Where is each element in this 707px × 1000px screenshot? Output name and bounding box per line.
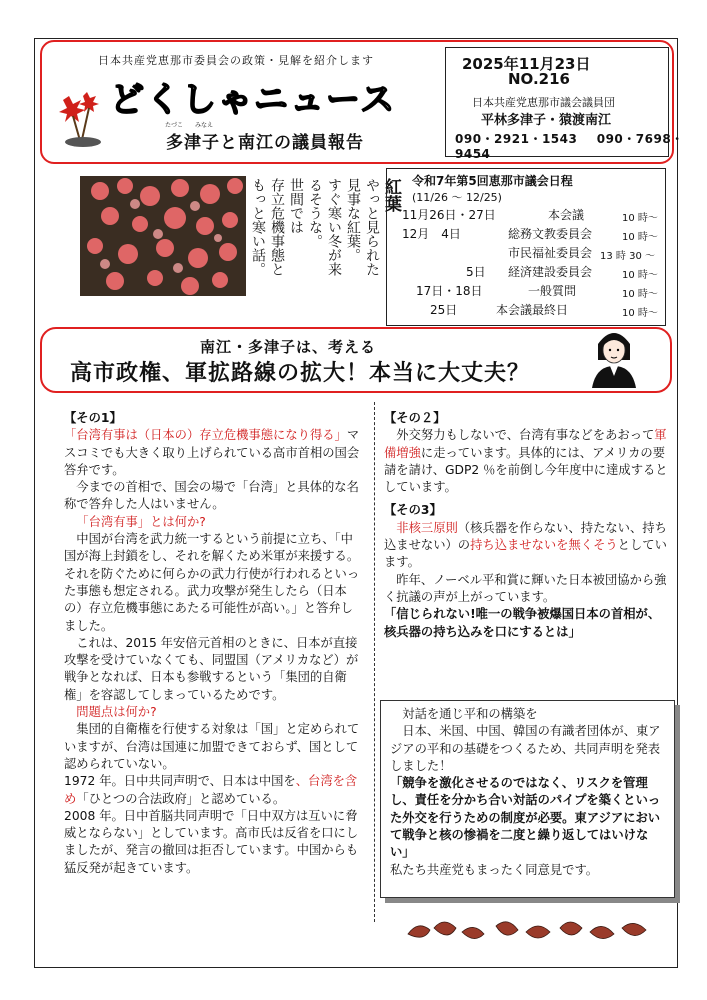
column-line: るそうな。 [307, 178, 323, 248]
schedule-event: 一般質問 [528, 284, 577, 298]
schedule-range: (11/26 ～ 12/25) [412, 191, 502, 204]
column-title: 紅葉 [381, 178, 401, 212]
member-names: 平林多津子・猿渡南江 [481, 113, 612, 128]
newsletter-logo: どくしゃニュース [110, 80, 397, 120]
highlight-text: 持ち込ませないを無くそう [470, 538, 618, 553]
quote-text: 「競争を激化させるのではなく、リスクを管理し、責任を分かち合い対話のパイプを築くといった外交を行うための制度が必要。東アジアにおいて戦争と核の惨禍を二度と繰り返してはいけない」 [390, 776, 661, 860]
maple-leaf-icon [55, 88, 107, 152]
schedule-event: 本会議最終日 [496, 303, 569, 317]
name-ruby: たづこ みなえ [165, 122, 214, 129]
schedule-time: 10 時～ [622, 289, 658, 300]
right-column [384, 410, 670, 641]
body-text: マスコミでも大きく取り上げられている高市首相の国会答弁です。 [64, 428, 360, 477]
column-line: 存立危機事態と [269, 178, 285, 276]
phone-1: 090・2921・1543 [455, 132, 578, 146]
question-heading: 問題点は何か? [76, 705, 157, 720]
body-text: 2008 年。日中首脳共同声明で「日中双方は互いに脅威とならない」としています。高市氏は反省を口にしましたが、発言の撤回は拒否しています。中国からも猛反発が起きています。 [64, 808, 359, 875]
schedule-date: 11月26日・27日 [402, 208, 496, 222]
headline-sub: 南江・多津子は、考える [200, 338, 377, 356]
body-text: 外交努力もしないで、台湾有事などをあおって [396, 428, 655, 443]
schedule-event: 市民福祉委員会 [508, 246, 593, 260]
body-text: （核兵器を作らない、持たない、持ち込ませない）の [384, 520, 667, 553]
body-text: 今までの首相で、国会の場で「台湾」と具体的な名称で答弁した人はいません。 [64, 480, 359, 512]
body-text: に走っています。具体的には、アメリカの要請を請け、GDP2 ％を前倒し今年度中に達成するとしています。 [384, 445, 668, 495]
body-text: 中国が台湾を武力統一するという前提に立ち、「中国が海上封鎖をし、それを解くため米軍が来援する。それを防ぐために何らかの武力行使が行われるといった事態も想定される。武力攻撃が発生したら（日本の）存立危機事態にあたる可能性が高い。」と答弁しました。 [64, 532, 360, 633]
highlight-text: 軍備増強 [384, 428, 667, 460]
box-title: 対話を通じ平和の構築を [402, 707, 538, 721]
column-line: 見事な紅葉。 [345, 178, 361, 262]
quote-text: 「信じられない!唯一の戦争被爆国日本の首相が、核兵器の持ち込みを口にするとは」 [384, 607, 661, 639]
left-column [64, 410, 364, 877]
highlight-text: 、台湾を含め [64, 774, 358, 806]
schedule-date: 17日・18日 [416, 284, 483, 298]
schedule-date: 12月 4日 [402, 227, 461, 241]
phone-2: 090・7698・9454 [455, 132, 684, 161]
autumn-leaves-photo [80, 176, 246, 296]
peace-box-content [390, 706, 666, 879]
schedule-event: 総務文教委員会 [508, 227, 593, 241]
body-text: 日本、米国、中国、韓国の有識者団体が、東アジアの平和の基礎をつくるため、共同声明を発表しました！ [390, 724, 661, 773]
schedule-time: 10 時～ [622, 232, 658, 243]
section-heading: 【その２】 [384, 411, 446, 425]
schedule-time: 10 時～ [622, 308, 658, 319]
highlight-text: 「台湾有事は（日本の）存立危機事態になり得る」 [64, 428, 347, 443]
masthead-intro: 日本共産党恵那市委員会の政策・見解を紹介します [98, 54, 374, 67]
schedule-date: 25日 [430, 303, 458, 317]
schedule-time: 13 時 30 ～ [600, 251, 655, 262]
section-heading: 【その3】 [384, 503, 442, 518]
section-heading: 【その1】 [64, 411, 122, 425]
body-text: 昨年、ノーベル平和賞に輝いた日本被団協から強く抗議の声が上がっています。 [384, 572, 667, 604]
fallen-leaves-icon [404, 912, 664, 952]
schedule-time: 10 時～ [622, 270, 658, 281]
phone-numbers [455, 130, 707, 161]
column-line: やっと見られた [364, 178, 380, 276]
column-line: もっと寒い話。 [250, 178, 266, 276]
headline-title: 高市政権、軍拡路線の拡大！本当に大丈夫？ [70, 361, 531, 386]
highlight-text: 非核三原則 [396, 520, 458, 535]
issue-number: NO.216 [508, 70, 570, 88]
body-text: これは、2015 年安倍元首相のときに、日本が直接攻撃を受けていなくても、同盟国（アメリカなど）が戦争となれば、日本も参戦するという「集団的自衛権」を容認してしまっているためです。 [64, 635, 359, 702]
column-line: 世間では [288, 178, 304, 234]
schedule-event: 本会議 [548, 208, 585, 222]
schedule-title: 令和7年第5回恵那市議会日程 [412, 174, 573, 188]
body-text: 私たち共産党もまったく同意見です。 [390, 862, 599, 877]
body-text: 集団的自衛権を行使する対象は「国」と定められていますが、台湾は国連に加盟できておらず、国として認められていない。 [64, 722, 360, 771]
issue-date: 2025年11月23日 [462, 55, 591, 73]
column-divider [374, 402, 375, 922]
seasonal-column [248, 178, 400, 298]
schedule-time: 10 時～ [622, 213, 658, 224]
person-illustration-icon [588, 326, 640, 392]
council-group: 日本共産党恵那市議会議員団 [472, 96, 615, 109]
schedule-date: 5日 [466, 265, 486, 279]
schedule-event: 経済建設委員会 [508, 265, 593, 279]
newsletter-subtitle: 多津子と南江の議員報告 [166, 133, 364, 153]
body-text: 「ひとつの合法政府」と認めている。 [76, 791, 286, 806]
body-text: としています。 [384, 538, 667, 570]
question-heading: 「台湾有事」とは何か? [76, 514, 206, 529]
column-line: すぐ寒い冬が来 [326, 178, 342, 276]
body-text: 1972 年。日中共同声明で、日本は中国を [64, 774, 296, 789]
